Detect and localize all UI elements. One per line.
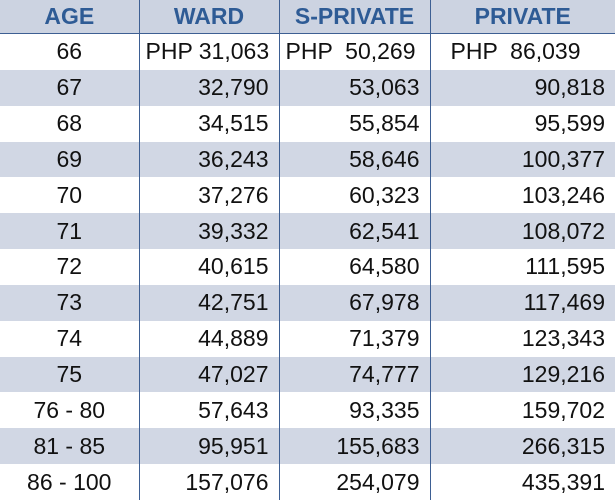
- age-cell: 66: [0, 34, 139, 70]
- private-cell: 108,072: [430, 213, 615, 249]
- age-cell: 73: [0, 285, 139, 321]
- table-row: [0, 285, 615, 321]
- semi-private-cell: 60,323: [279, 177, 430, 213]
- age-cell: 67: [0, 70, 139, 106]
- semi-private-cell: 71,379: [279, 321, 430, 357]
- private-cell: 111,595: [430, 249, 615, 285]
- semi-private-cell: 62,541: [279, 213, 430, 249]
- ward-cell: 42,751: [139, 285, 279, 321]
- semi-private-cell: 254,079: [279, 464, 430, 500]
- header-age: AGE: [0, 0, 139, 34]
- table-row: [0, 142, 615, 178]
- ward-cell: 47,027: [139, 357, 279, 393]
- private-cell: 159,702: [430, 392, 615, 428]
- ward-cell: 36,243: [139, 142, 279, 178]
- semi-private-cell: 155,683: [279, 428, 430, 464]
- ward-cell: 39,332: [139, 213, 279, 249]
- table-row: [0, 321, 615, 357]
- ward-cell: 32,790: [139, 70, 279, 106]
- private-cell: 90,818: [430, 70, 615, 106]
- table-row: [0, 70, 615, 106]
- header-private: PRIVATE: [430, 0, 615, 34]
- ward-cell: 40,615: [139, 249, 279, 285]
- semi-private-cell: 74,777: [279, 357, 430, 393]
- semi-private-cell: 67,978: [279, 285, 430, 321]
- semi-private-cell: 64,580: [279, 249, 430, 285]
- private-cell: 435,391: [430, 464, 615, 500]
- ward-cell: PHP 31,063: [139, 34, 279, 70]
- age-cell: 69: [0, 142, 139, 178]
- age-cell: 74: [0, 321, 139, 357]
- age-cell: 71: [0, 213, 139, 249]
- age-cell: 75: [0, 357, 139, 393]
- age-cell: 76 - 80: [0, 392, 139, 428]
- private-cell: PHP 86,039: [430, 34, 615, 70]
- table-row: [0, 392, 615, 428]
- private-cell: 129,216: [430, 357, 615, 393]
- private-cell: 266,315: [430, 428, 615, 464]
- age-cell: 81 - 85: [0, 428, 139, 464]
- semi-private-cell: 58,646: [279, 142, 430, 178]
- ward-cell: 157,076: [139, 464, 279, 500]
- ward-cell: 95,951: [139, 428, 279, 464]
- table-row: [0, 249, 615, 285]
- table-row: [0, 177, 615, 213]
- ward-cell: 34,515: [139, 106, 279, 142]
- table-row: [0, 464, 615, 500]
- age-cell: 72: [0, 249, 139, 285]
- semi-private-cell: 93,335: [279, 392, 430, 428]
- private-cell: 117,469: [430, 285, 615, 321]
- age-cell: 70: [0, 177, 139, 213]
- private-cell: 100,377: [430, 142, 615, 178]
- table-row: [0, 34, 615, 70]
- semi-private-cell: 53,063: [279, 70, 430, 106]
- ward-cell: 37,276: [139, 177, 279, 213]
- table-row: [0, 428, 615, 464]
- age-cell: 68: [0, 106, 139, 142]
- table-body: [0, 34, 615, 500]
- table-row: [0, 106, 615, 142]
- header-row: [0, 0, 615, 34]
- ward-cell: 44,889: [139, 321, 279, 357]
- semi-private-cell: PHP 50,269: [279, 34, 430, 70]
- age-cell: 86 - 100: [0, 464, 139, 500]
- table-row: [0, 213, 615, 249]
- header-semi-private: S-PRIVATE: [279, 0, 430, 34]
- ward-cell: 57,643: [139, 392, 279, 428]
- private-cell: 103,246: [430, 177, 615, 213]
- private-cell: 123,343: [430, 321, 615, 357]
- table-row: [0, 357, 615, 393]
- private-cell: 95,599: [430, 106, 615, 142]
- semi-private-cell: 55,854: [279, 106, 430, 142]
- header-ward: WARD: [139, 0, 279, 34]
